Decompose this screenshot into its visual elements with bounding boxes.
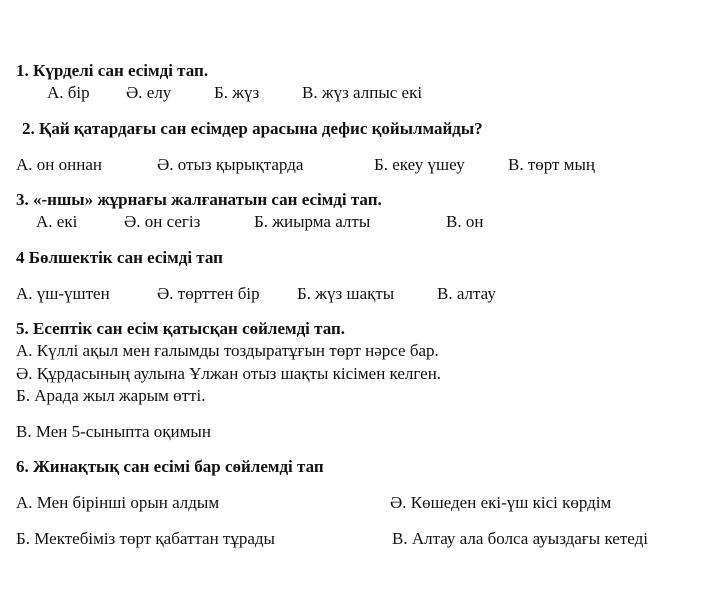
- question-5-option-a: А. Күллі ақыл мен ғалымды тоздыратұғын төрт нәрсе бар.: [16, 341, 439, 360]
- question-1-option-v: В. жүз алпыс екі: [302, 83, 423, 102]
- question-6-option-ae: Ә. Көшеден екі-үш кісі көрдім: [390, 493, 612, 512]
- question-5-title: 5. Есептік сан есім қатысқан сөйлемді тап.: [16, 319, 346, 338]
- question-6-option-b: Б. Мектебіміз төрт қабаттан тұрады: [16, 529, 275, 548]
- question-3-option-v: В. он: [446, 212, 484, 231]
- question-3-option-b: Б. жиырма алты: [254, 212, 371, 231]
- question-6-option-v: В. Алтау ала болса ауыздағы кетеді: [392, 529, 648, 548]
- question-1-option-a: А. бір: [47, 83, 90, 102]
- question-2-title: 2. Қай қатардағы сан есімдер арасына дефис қойылмайды?: [22, 119, 483, 138]
- question-4-option-v: В. алтау: [437, 284, 496, 303]
- question-6-option-a: А. Мен бірінші орын алдым: [16, 493, 220, 512]
- question-6-title: 6. Жинақтық сан есімі бар сөйлемді тап: [16, 457, 324, 476]
- question-2-option-ae: Ә. отыз қырықтарда: [157, 155, 304, 174]
- question-5-option-ae: Ә. Құрдасының аулына Ұлжан отыз шақты кісімен келген.: [16, 364, 442, 383]
- question-2-option-a: А. он оннан: [16, 155, 102, 174]
- question-4-option-b: Б. жүз шақты: [297, 284, 395, 303]
- question-3-title: 3. «-ншы» жұрнағы жалғанатын сан есімді тап.: [16, 190, 382, 209]
- question-1-option-ae: Ә. елу: [126, 83, 172, 102]
- question-1-title: 1. Күрделі сан есімді тап.: [16, 61, 209, 80]
- question-2-option-v: В. төрт мың: [508, 155, 596, 174]
- question-2-option-b: Б. екеу үшеу: [374, 155, 465, 174]
- question-4-option-a: А. үш-үштен: [16, 284, 110, 303]
- question-5-option-b: Б. Арада жыл жарым өтті.: [16, 386, 206, 405]
- question-3-option-a: А. екі: [36, 212, 78, 231]
- question-4-option-ae: Ә. төрттен бір: [157, 284, 260, 303]
- question-5-option-v: В. Мен 5-сыныпта оқимын: [16, 422, 211, 441]
- question-1-option-b: Б. жүз: [214, 83, 260, 102]
- question-3-option-ae: Ә. он сегіз: [124, 212, 201, 231]
- question-4-title: 4 Бөлшектік сан есімді тап: [16, 248, 223, 267]
